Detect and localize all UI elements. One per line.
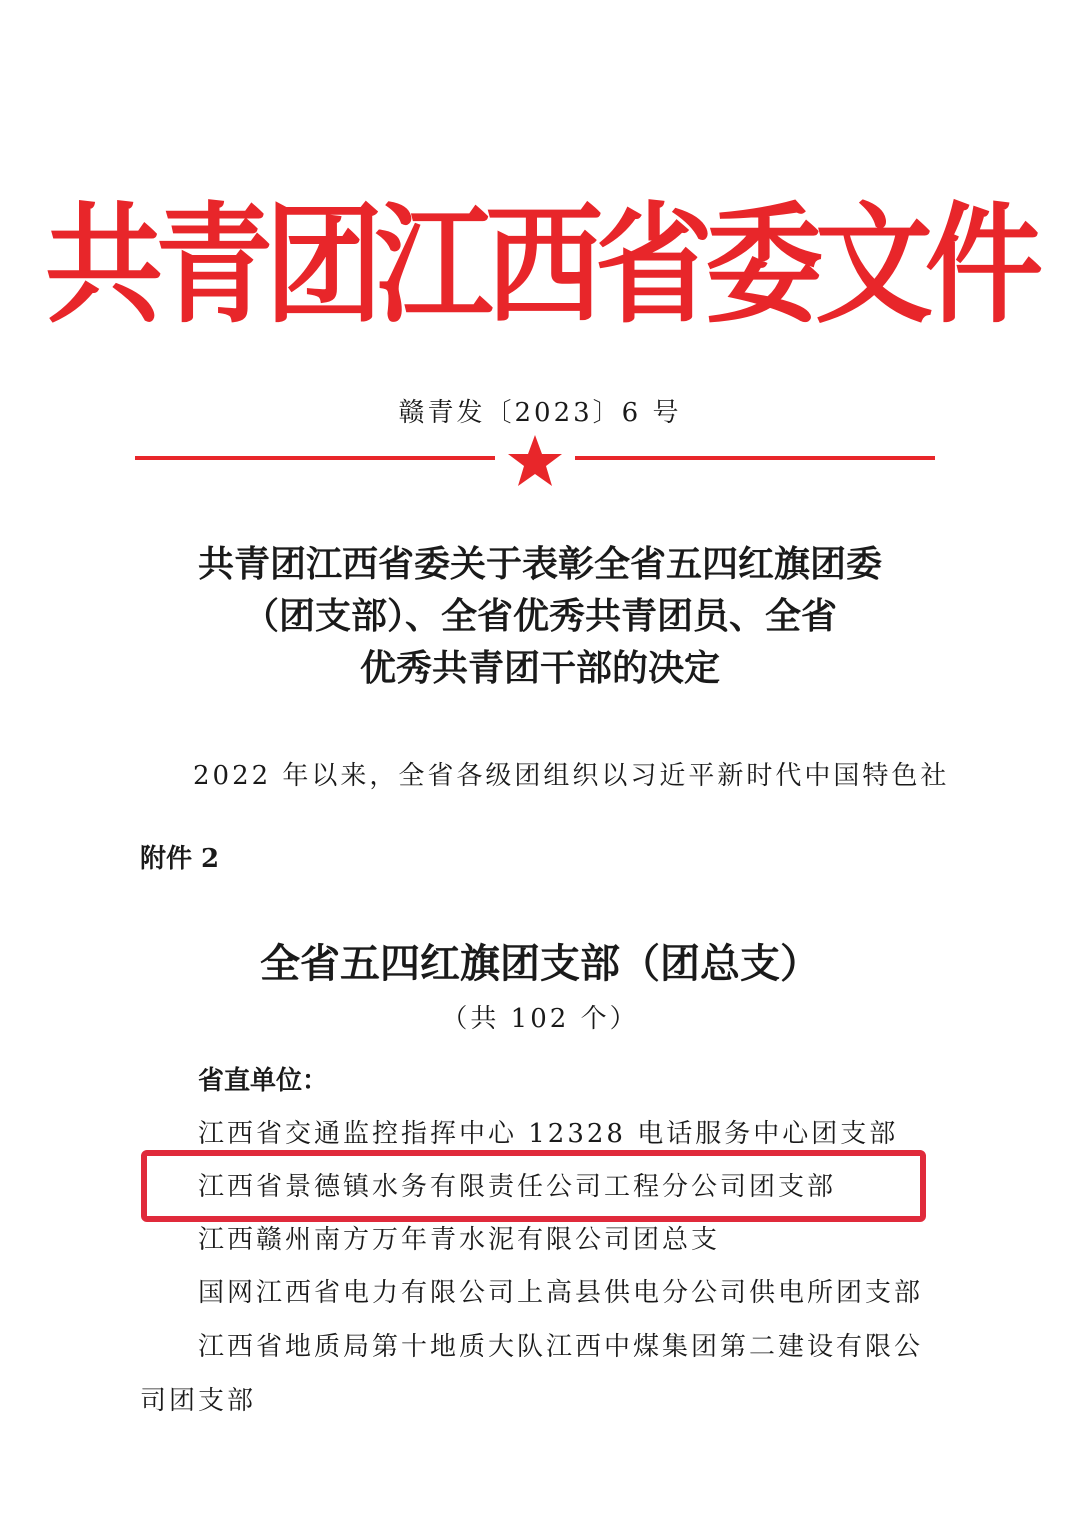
list-item: 国网江西省电力有限公司上高县供电分公司供电所团支部: [198, 1278, 924, 1308]
list-item: 江西赣州南方万年青水泥有限公司团总支: [198, 1225, 721, 1255]
highlight-box: [141, 1150, 926, 1222]
list-title: 全省五四红旗团支部（团总支）: [260, 940, 820, 987]
document-header-title: 共青团江西省委文件: [44, 188, 1035, 341]
attachment-label: 附件 2: [140, 844, 220, 874]
decision-title-line: （团支部）、全省优秀共青团员、全省: [242, 595, 837, 637]
list-item: 江西省交通监控指挥中心 12328 电话服务中心团支部: [198, 1119, 899, 1149]
section-label: 省直单位：: [198, 1066, 329, 1096]
header-divider-right: [575, 456, 935, 460]
list-count: （共 102 个）: [441, 1004, 639, 1034]
list-item-continuation: 司团支部: [140, 1386, 257, 1416]
decision-intro-paragraph: 2022 年以来，全省各级团组织以习近平新时代中国特色社: [193, 761, 950, 791]
document-number: 赣青发〔2023〕6 号: [398, 398, 682, 428]
decision-title: [100, 538, 980, 694]
decision-title-line: 优秀共青团干部的决定: [359, 647, 720, 689]
decision-title-line: 共青团江西省委关于表彰全省五四红旗团委: [197, 543, 882, 585]
header-divider-left: [135, 456, 495, 460]
list-item-highlighted: 江西省景德镇水务有限责任公司工程分公司团支部: [198, 1172, 837, 1202]
star-icon: [505, 433, 565, 488]
list-item: 江西省地质局第十地质大队江西中煤集团第二建设有限公: [198, 1332, 924, 1362]
